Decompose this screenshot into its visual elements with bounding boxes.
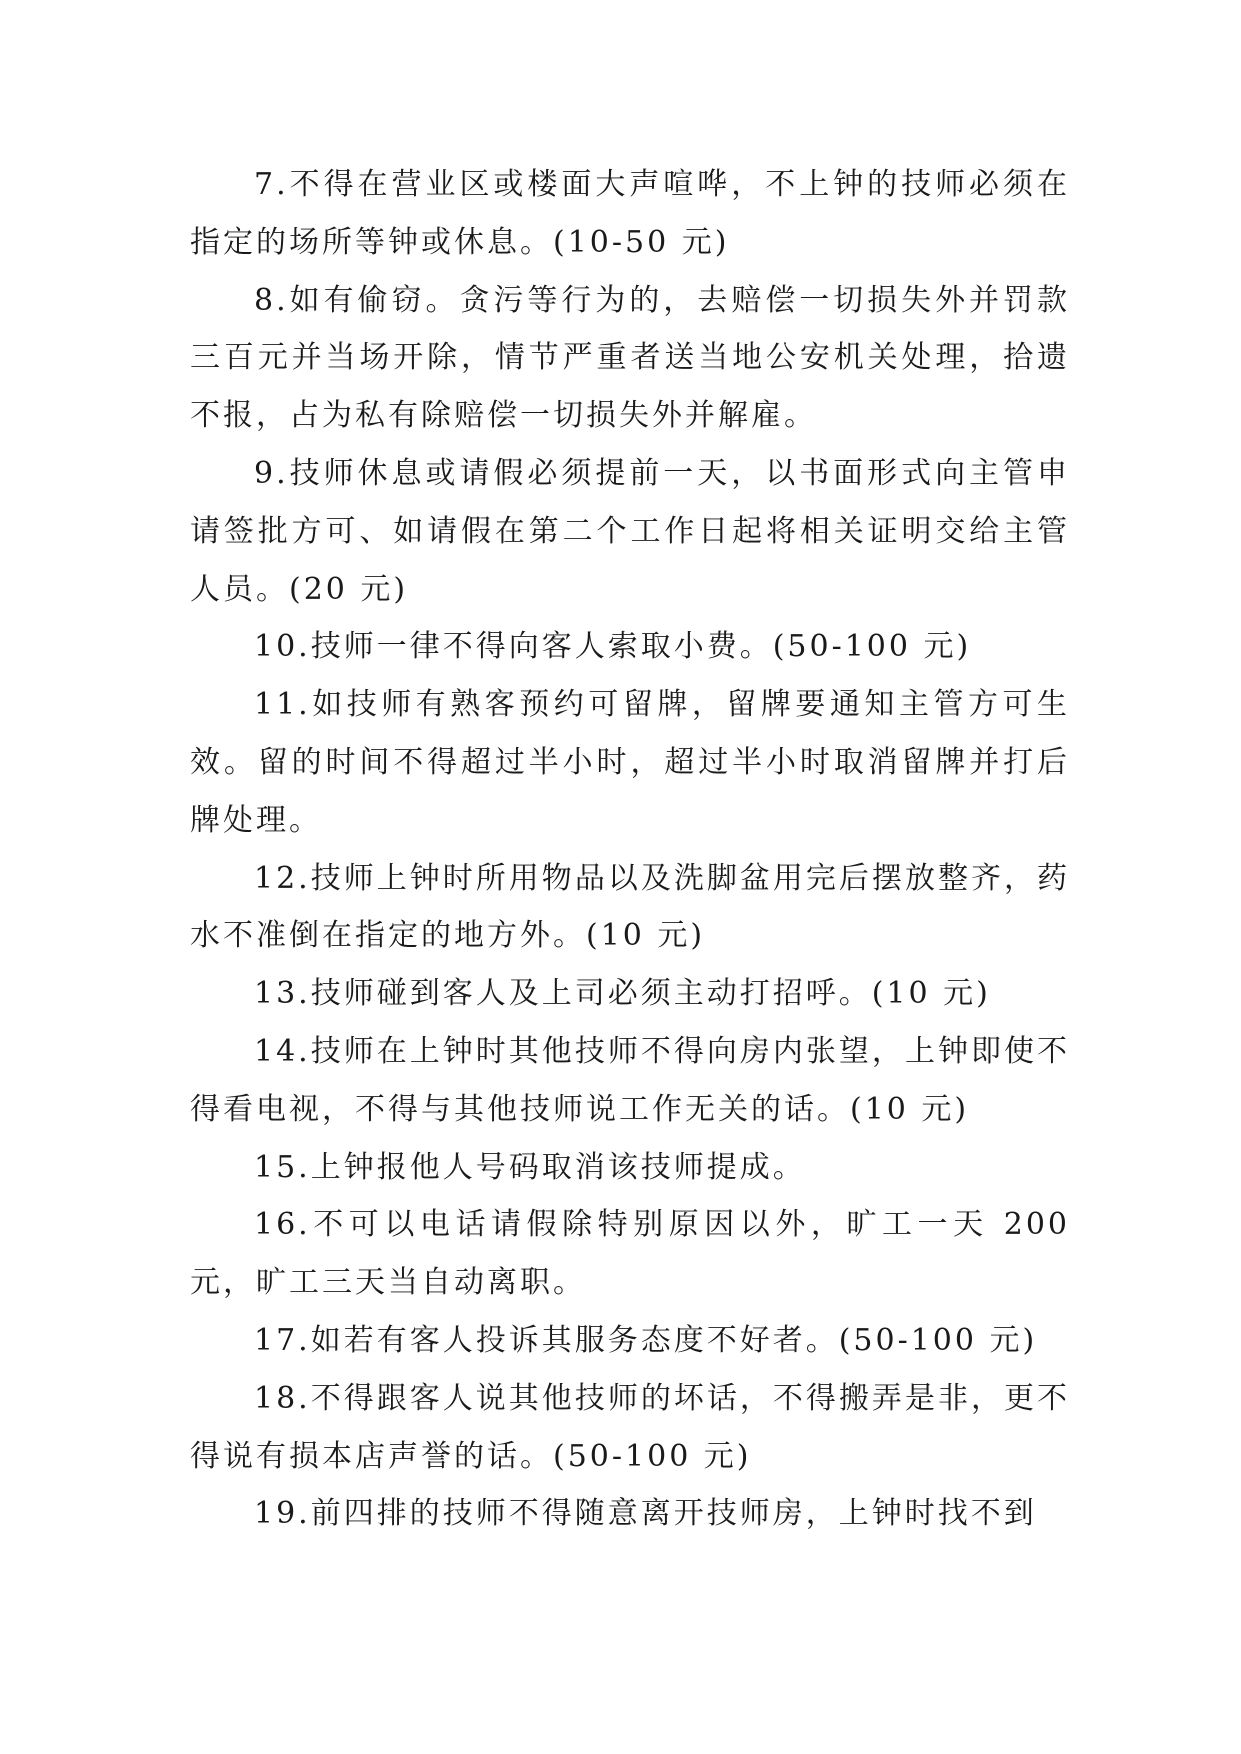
rule-paragraph-16: 16.不可以电话请假除特别原因以外，旷工一天 200 元，旷工三天当自动离职。: [190, 1207, 1070, 1301]
document-body: [190, 156, 1070, 1543]
rule-paragraph-18: 18.不得跟客人说其他技师的坏话，不得搬弄是非，更不得说有损本店声誉的话。(50-100 元): [190, 1380, 1070, 1474]
rule-paragraph-13: 13.技师碰到客人及上司必须主动打招呼。(10 元): [254, 976, 991, 1012]
rule-paragraph-19: 19.前四排的技师不得随意离开技师房，上钟时找不到: [254, 1496, 1037, 1532]
rule-paragraph-12: 12.技师上钟时所用物品以及洗脚盆用完后摆放整齐，药水不准倒在指定的地方外。(10 元): [190, 860, 1070, 954]
rule-paragraph-14: 14.技师在上钟时其他技师不得向房内张望，上钟即使不得看电视，不得与其他技师说工作无关的话。(10 元): [190, 1033, 1070, 1127]
rule-paragraph-10: 10.技师一律不得向客人索取小费。(50-100 元): [254, 629, 972, 665]
rule-paragraph-17: 17.如若有客人投诉其服务态度不好者。(50-100 元): [254, 1322, 1038, 1358]
rule-paragraph-11: 11.如技师有熟客预约可留牌，留牌要通知主管方可生效。留的时间不得超过半小时，超过半小时取消留牌并打后牌处理。: [190, 687, 1070, 838]
rule-paragraph-7: 7.不得在营业区或楼面大声喧哗，不上钟的技师必须在指定的场所等钟或休息。(10-50 元): [190, 167, 1070, 260]
rule-paragraph-8: 8.如有偷窃。贪污等行为的，去赔偿一切损失外并罚款三百元并当场开除，情节严重者送当地公安机关处理，拾遗不报，占为私有除赔偿一切损失外并解雇。: [190, 282, 1070, 434]
rule-paragraph-15: 15.上钟报他人号码取消该技师提成。: [254, 1149, 806, 1185]
rule-paragraph-9: 9.技师休息或请假必须提前一天，以书面形式向主管申请签批方可、如请假在第二个工作日起将相关证明交给主管人员。(20 元): [190, 455, 1070, 607]
